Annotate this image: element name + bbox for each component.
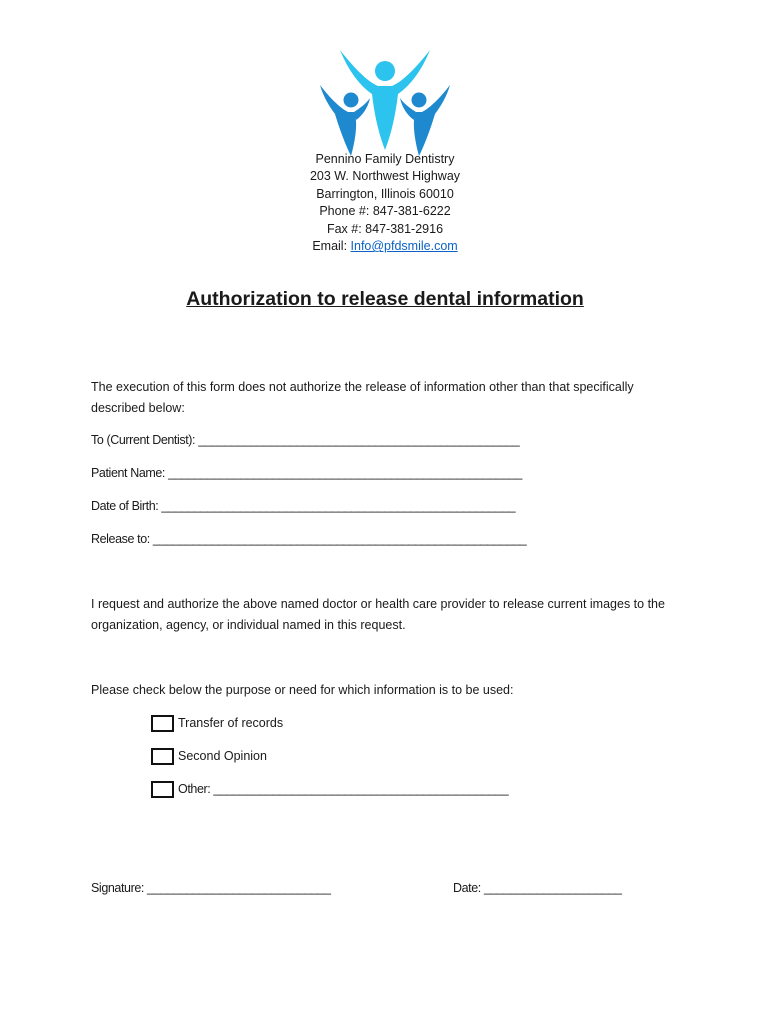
second-opinion-checkbox[interactable]: [151, 748, 174, 765]
date-field[interactable]: Date: _____________________: [453, 881, 622, 895]
option-second-opinion-row: [151, 746, 267, 766]
transfer-checkbox[interactable]: [151, 715, 174, 732]
transfer-label: Transfer of records: [178, 716, 284, 730]
practice-email-line: [0, 238, 770, 255]
practice-address-line2: Barrington, Illinois 60010: [316, 186, 454, 201]
practice-logo: [318, 46, 452, 156]
second-opinion-label: Second Opinion: [178, 749, 267, 763]
other-field[interactable]: Other: _____________________________________________: [178, 782, 509, 796]
right-figure-icon: [400, 85, 450, 156]
practice-fax: Fax #: 847-381-2916: [326, 221, 444, 236]
date-of-birth-field[interactable]: Date of Birth: ______________________________________________________: [91, 499, 516, 513]
release-to-field[interactable]: Release to: _________________________________________________________: [91, 532, 527, 546]
patient-name-field[interactable]: Patient Name: ______________________________________________________: [91, 466, 522, 480]
other-checkbox[interactable]: [151, 781, 174, 798]
option-other-row: [151, 779, 508, 799]
authorization-paragraph: I request and authorize the above named doctor or health care provider to release current images to the organization, agency, or individual named in this request.: [91, 597, 665, 632]
purpose-prompt: Please check below the purpose or need for which information is to be used:: [91, 683, 514, 697]
email-link[interactable]: Info@pfdsmile.com: [350, 239, 458, 254]
email-label: Email:: [312, 239, 351, 254]
option-transfer-row: [151, 713, 283, 733]
left-figure-icon: [320, 85, 370, 156]
intro-paragraph: The execution of this form does not authorize the release of information other than that specifically described below:: [91, 380, 634, 415]
signature-field[interactable]: Signature: ____________________________: [91, 881, 331, 895]
practice-name: Pennino Family Dentistry: [315, 152, 455, 166]
page-title: Authorization to release dental information: [186, 288, 584, 310]
practice-phone: Phone #: 847-381-6222: [319, 204, 451, 219]
practice-contact-block: [0, 151, 770, 255]
current-dentist-field[interactable]: To (Current Dentist): _________________________________________________: [91, 433, 520, 447]
practice-address-line1: 203 W. Northwest Highway: [309, 169, 461, 184]
